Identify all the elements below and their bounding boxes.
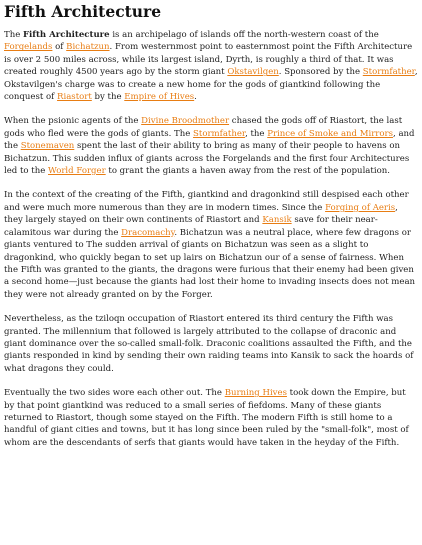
- link-bichatzun[interactable]: Bichatzun: [66, 42, 110, 53]
- link-empire-of-hives[interactable]: Empire of Hives: [124, 92, 195, 103]
- paragraph-4: Nevertheless, as the tziloqn occupation of Riastort entered its third century the Fifth was granted. The millennium that followed is largely attributed to the collapse of draconic and giant dominance over the so-called small-folk. Draconic coalitions assaulted the Fifth, and the giants responded in kind by sending their own raiding teams into Kansik to sack the hoards of what dragons they could.: [4, 314, 414, 374]
- link-prince-of-smoke-and-mirrors[interactable]: Prince of Smoke and Mirrors: [267, 128, 394, 139]
- article-body: [4, 29, 418, 449]
- paragraph-3: In the context of the creating of the Fifth, giantkind and dragonkind still despised each other and were much more numerous than they are in modern times. Since the Forging of Aeris, they largely stayed on their own continents of Riastort and Kansik save for their near-calamitous war during the Dracomachy. Bichatzun was a neutral place, where few dragons or giants ventured to The sudden arrival of giants on Bichatzun was seen as a slight to dragonkind, who quickly began to set up lairs on Bichatzun our of a sense of fairness. When the Fifth was granted to the giants, the dragons were furious that their enemy had been given a second home—just because the giants had lost their home to invading insects does not mean they were not already granted on by the Forger.: [4, 190, 416, 300]
- link-burning-hives[interactable]: Burning Hives: [224, 388, 287, 399]
- link-forging-of-aeris[interactable]: Forging of Aeris: [325, 202, 396, 213]
- link-okstavilgen[interactable]: Okstavilgen: [227, 67, 279, 78]
- link-stonemaven[interactable]: Stonemaven: [20, 141, 75, 152]
- paragraph-2: When the psionic agents of the Divine Broodmother chased the gods off of Riastort, the last gods who fled were the gods of giants. The Stormfather, the Prince of Smoke and Mirrors, and the Stonemaven spent the last of their ability to bring as many of their people to havens on Bichatzun. This sudden influx of giants across the Forgelands and the first four Architectures led to the World Forger to grant the giants a haven away from the rest of the population.: [4, 116, 415, 177]
- link-stormfather[interactable]: Stormfather: [362, 67, 415, 78]
- link-dracomachy[interactable]: Dracomachy: [121, 227, 175, 238]
- link-divine-broodmother[interactable]: Divine Broodmother: [141, 116, 230, 127]
- link-world-forger[interactable]: World Forger: [48, 166, 106, 177]
- paragraph-5: Eventually the two sides wore each other out. The Burning Hives took down the Empire, but by that point giantkind was reduced to a small series of fiefdoms. Many of these giants returned to Riastort, though some stayed on the Fifth. The modern Fifth is still home to a handful of giant cities and towns, but it has long since been ruled by the "small-folk", most of whom are the descendants of serfs that giants would have taken in the heyday of the Fifth.: [4, 388, 409, 448]
- link-kansik[interactable]: Kansik: [262, 215, 292, 226]
- link-forgelands[interactable]: Forgelands: [4, 42, 53, 53]
- article-subject: Fifth Architecture: [22, 30, 110, 40]
- link-riastort[interactable]: Riastort: [57, 92, 92, 103]
- paragraph-1: The Fifth Architecture is an archipelago of islands off the north-western coast of the Forgelands of Bichatzun. From westernmost point to easternmost point the Fifth Architecture is over 2 500 miles across, while its largest island, Dyrth, is roughly a third of that. It was created roughly 4500 years ago by the storm giant Okstavilgen. Sponsored by the Stormfather, Okstavilgen's charge was to create a new home for the gods of giantkind following the conquest of Riastort by the Empire of Hives.: [4, 30, 418, 103]
- link-stormfather-2[interactable]: Stormfather: [193, 128, 246, 139]
- page-title: Fifth Architecture: [4, 2, 162, 21]
